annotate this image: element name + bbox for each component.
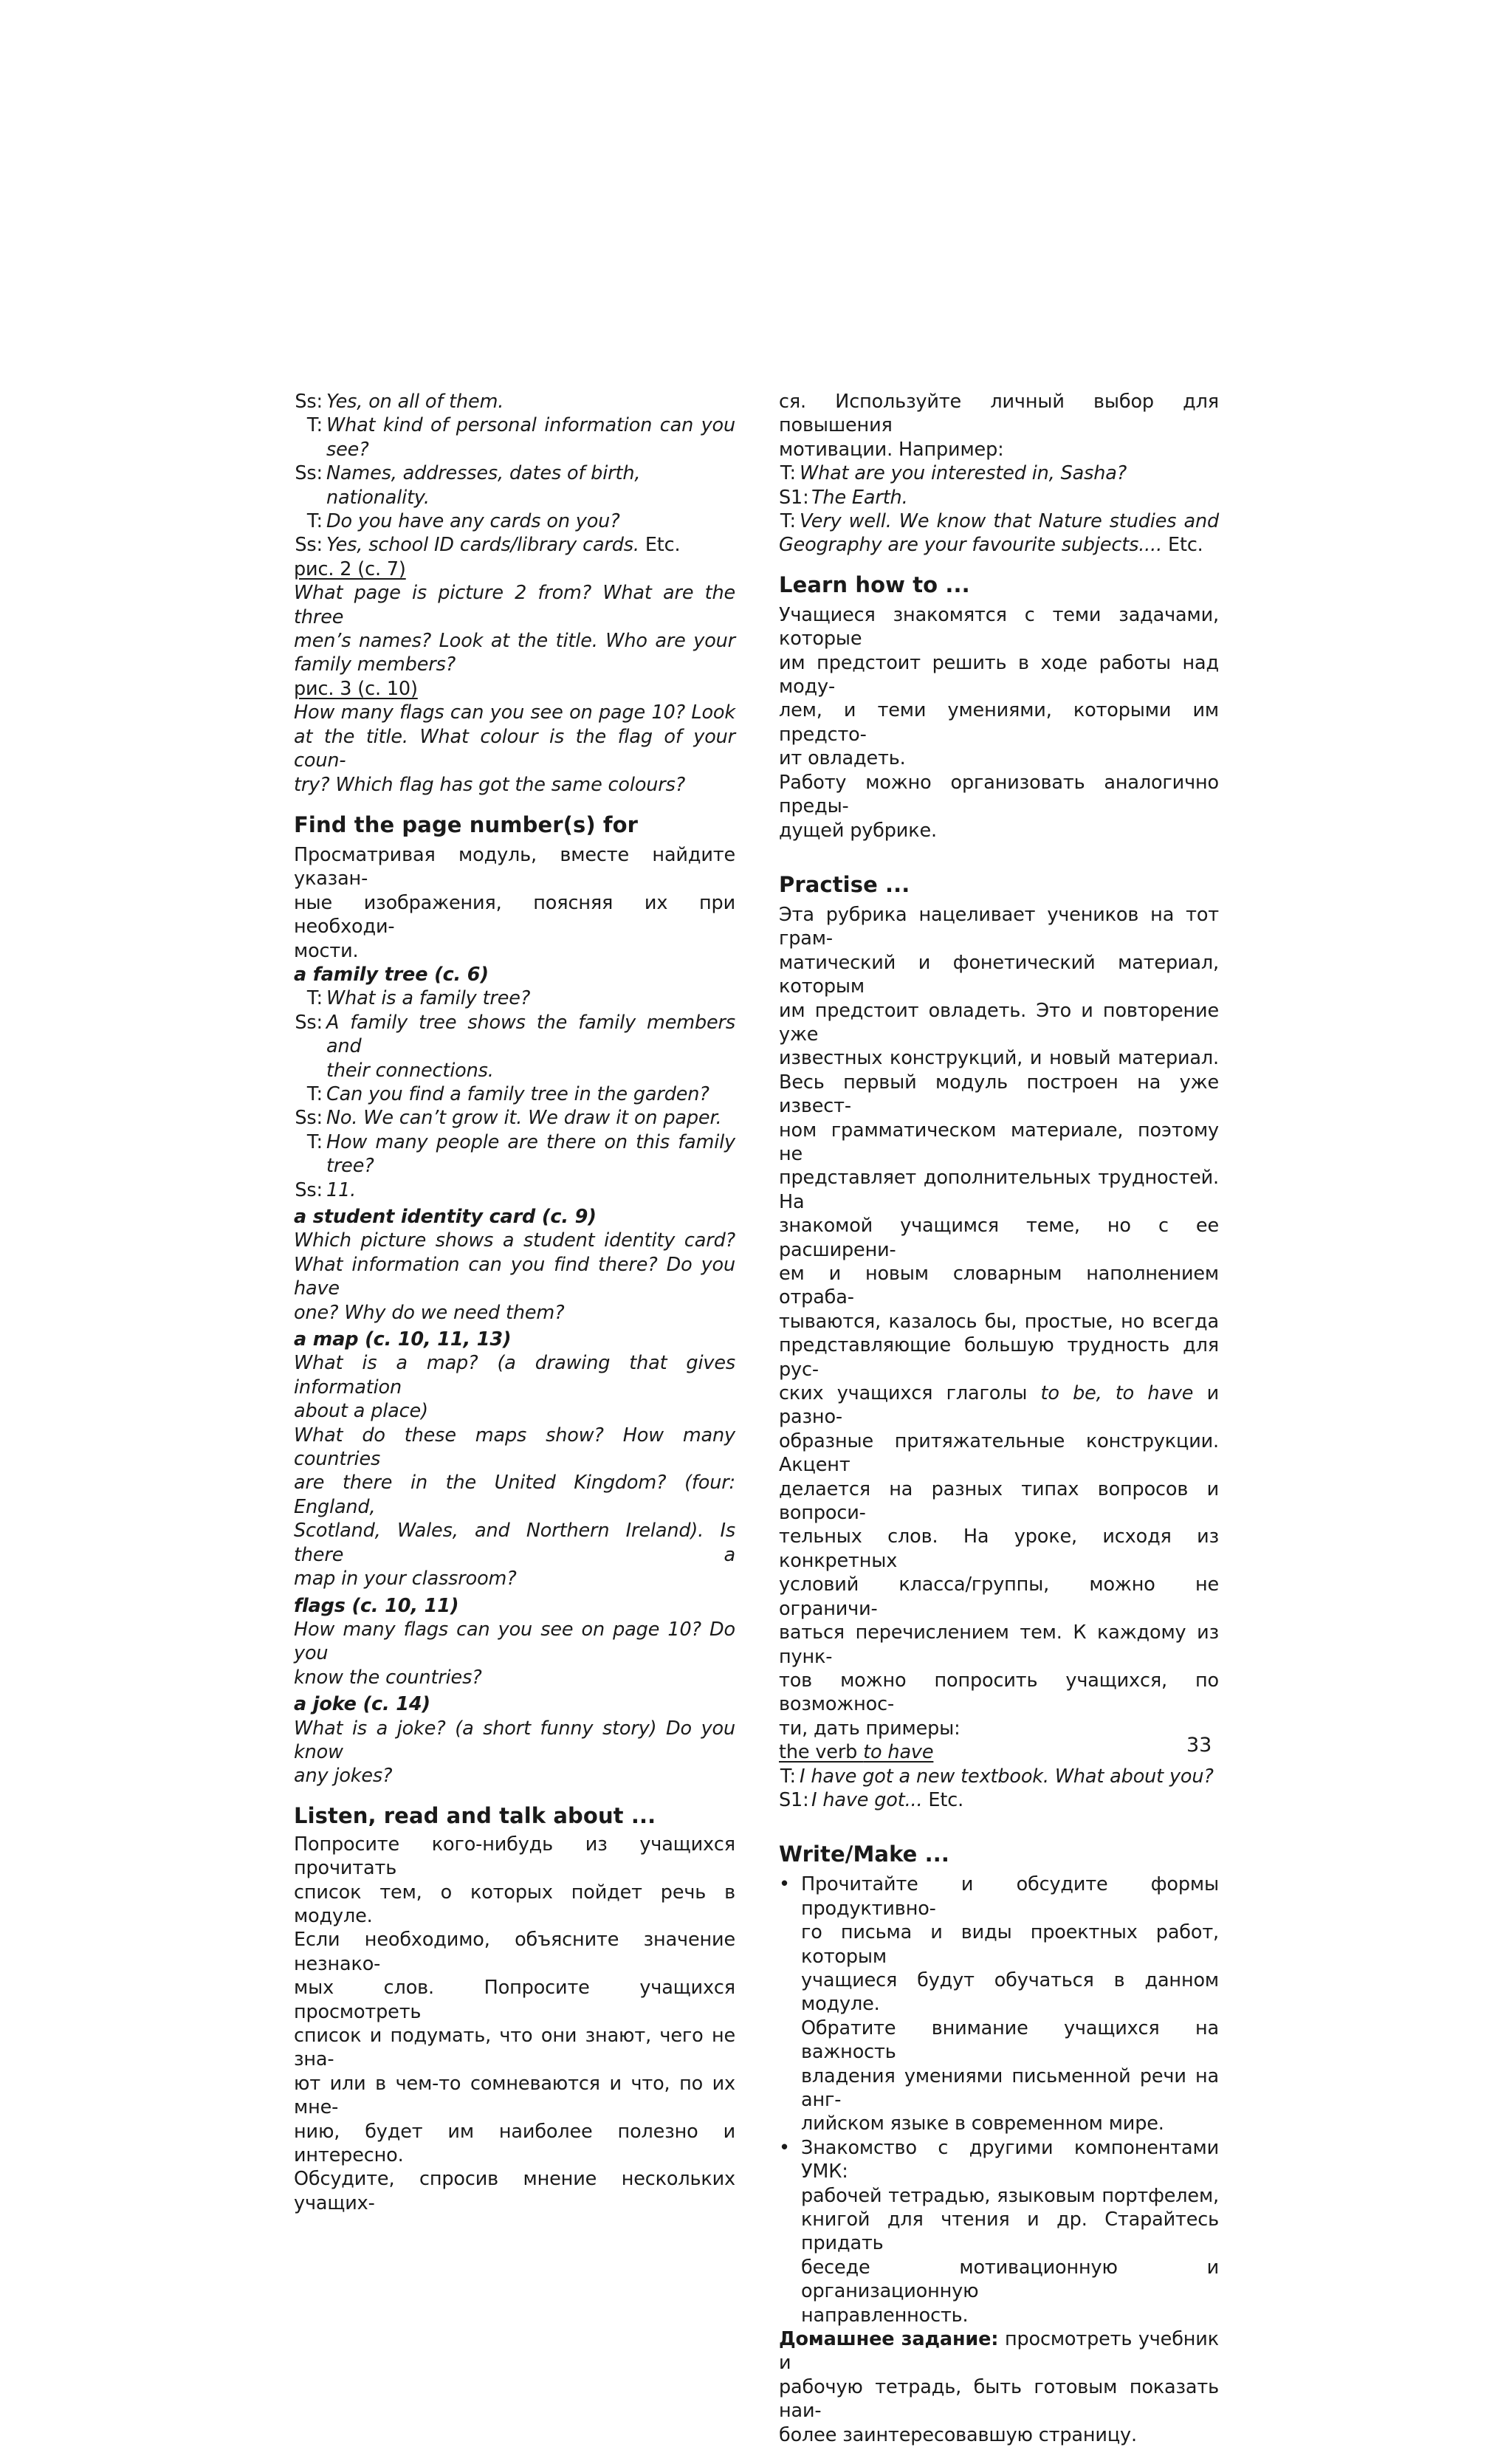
text-line: know the countries? (294, 1666, 482, 1689)
right-column (779, 390, 1219, 2447)
text-line: How many flags can you see on page 10? Look (294, 701, 735, 724)
section-heading: Practise ... (779, 871, 910, 897)
text-line: Просматривая модуль, вместе найдите указан- (294, 843, 735, 890)
example-label: the verb to have (779, 1741, 934, 1764)
subheading: a student identity card (с. 9) (294, 1206, 597, 1228)
text-line: What is a joke? (a short funny story) Do you know (294, 1717, 735, 1763)
dialog-line: T: Very well. We know that Nature studies and (780, 510, 1219, 533)
text-line: известных конструкций, и новый материал. (779, 1047, 1219, 1070)
dialog-line: Ss: A family tree shows the family members and (295, 1011, 735, 1058)
dialog-line: T: Can you find a family tree in the garden? (306, 1082, 709, 1105)
text-line: представляет дополнительных трудностей. На (779, 1167, 1219, 1213)
text-line: about a place) (294, 1400, 428, 1423)
text-line: им предстоит решить в ходе работы над моду- (779, 651, 1219, 699)
text-line: Which picture shows a student identity card? (294, 1229, 735, 1252)
text-line: Обсудите, спросив мнение нескольких учащих- (294, 2168, 735, 2214)
text-line: Если необходимо, объясните значение незнако- (294, 1929, 735, 1975)
dialog-continuation: Geography are your favourite subjects.... Etc. (779, 534, 1203, 557)
text-line: Эта рубрика нацеливает учеников на тот грам- (779, 903, 1219, 950)
text-line: What do these maps show? How many countries (294, 1424, 735, 1471)
dialog-continuation: their connections. (326, 1059, 494, 1082)
text-line: ских учащихся глаголы to be, to have и разно- (779, 1382, 1220, 1429)
list-item: • Прочитайте и обсудите формы продуктивно- го письма и виды проектных работ, которым учащиеся будут обучаться в данном модуле. Обратите внимание учащихся на важность владения умениями письменной речи на анг- лийском языке в современном мире. (779, 1873, 1219, 2135)
text-line: one? Why do we need them? (294, 1301, 565, 1324)
text-line: образные притяжательные конструкции. Акцент (779, 1430, 1219, 1477)
text-line: нию, будет им наиболее полезно и интересно. (294, 2120, 735, 2167)
text-line: How many flags can you see on page 10? Do you (294, 1618, 735, 1665)
subheading: a family tree (с. 6) (294, 963, 489, 986)
text-line: ем и новым словарным наполнением отраба- (779, 1263, 1219, 1309)
dialog-line: T: I have got a new textbook. What about you? (780, 1765, 1214, 1788)
text-line: Работу можно организовать аналогично преды- (779, 771, 1219, 818)
text-line: at the title. What colour is the flag of your coun- (294, 725, 735, 772)
text-line: ся. Используйте личный выбор для повышения (779, 391, 1219, 437)
text-line: men’s names? Look at the title. Who are your (294, 630, 735, 653)
figure-reference: рис. 3 (с. 10) (294, 677, 418, 700)
text-line: список и подумать, что они знают, чего не зна- (294, 2025, 735, 2071)
text-line: им предстоит овладеть. Это и повторение уже (779, 999, 1219, 1046)
bullet-icon: • (779, 2136, 790, 2159)
text-line: What page is picture 2 from? What are the three (294, 582, 735, 628)
homework-line: Домашнее задание: просмотреть учебник и (779, 2328, 1219, 2375)
dialog-line: T: What are you interested in, Sasha? (780, 462, 1127, 485)
text-line: тов можно попросить учащихся, по возможнос- (779, 1669, 1219, 1716)
text-line: дущей рубрике. (779, 819, 937, 842)
text-line: лем, и теми умениями, которыми им предсто- (779, 699, 1219, 746)
subheading: a joke (с. 14) (294, 1693, 430, 1716)
text-line: список тем, о которых пойдет речь в модуле. (294, 1881, 735, 1927)
text-line: мотивации. Например: (779, 438, 1004, 461)
section-heading: Find the page number(s) for (294, 811, 639, 837)
text-line: try? Which flag has got the same colours? (294, 773, 686, 796)
text-line: мости. (294, 939, 359, 962)
text-line: мых слов. Попросите учащихся просмотреть (294, 1977, 735, 2023)
text-line: тельных слов. На уроке, исходя из конкретных (779, 1525, 1219, 1572)
text-line: family members? (294, 653, 456, 676)
text-line: ваться перечислением тем. К каждому из пунк- (779, 1621, 1219, 1668)
dialog-line: Ss: Names, addresses, dates of birth, nationality. (295, 462, 641, 509)
text-line: более заинтересовавшую страницу. (779, 2423, 1137, 2446)
section-heading: Write/Make ... (779, 1842, 949, 1867)
subheading: flags (с. 10, 11) (294, 1594, 459, 1617)
text-line: What information can you find there? Do you have (294, 1253, 735, 1300)
text-line: map in your classroom? (294, 1568, 517, 1590)
bullet-icon: • (779, 1873, 790, 1896)
dialog-line: T: What is a family tree? (306, 987, 531, 1010)
dialog-continuation: tree? (326, 1155, 374, 1178)
dialog-line: T: How many people are there on this family (306, 1130, 735, 1153)
text-line: ном грамматическом материале, поэтому не (779, 1119, 1219, 1165)
subheading: a map (с. 10, 11, 13) (294, 1328, 512, 1351)
section-heading: Learn how to ... (779, 572, 970, 597)
text-line: ит овладеть. (779, 747, 906, 770)
list-item: • Знакомство с другими компонентами УМК: рабочей тетрадью, языковым портфелем, книгой для чтения и др. Старайтесь придать беседе мотивационную и организационную направленность. (779, 2136, 1219, 2327)
dialog-line: S1: The Earth. (779, 486, 908, 509)
figure-reference: рис. 2 (с. 7) (294, 557, 406, 580)
dialog-continuation: see? (326, 438, 369, 461)
text-line: представляющие большую трудность для рус- (779, 1334, 1219, 1381)
dialog-line: Ss: Yes, school ID cards/library cards. Etc. (295, 534, 681, 557)
dialog-line: T: What kind of personal information can you (306, 414, 735, 437)
text-line: знакомой учащимся теме, но с ее расширени- (779, 1215, 1219, 1261)
dialog-line: Ss: Yes, on all of them. (295, 391, 504, 413)
dialog-line: S1: I have got... Etc. (779, 1788, 964, 1811)
text-line: условий класса/группы, можно не ограничи- (779, 1573, 1219, 1620)
text-line: What is a map? (a drawing that gives information (294, 1352, 735, 1398)
text-line: are there in the United Kingdom? (four: England, (294, 1472, 735, 1518)
text-line: ти, дать примеры: (779, 1717, 961, 1740)
dialog-line: Ss: No. We can’t grow it. We draw it on paper. (295, 1107, 722, 1130)
dialog-line: Ss: 11. (295, 1178, 357, 1201)
text-line: рабочую тетрадь, быть готовым показать наи- (779, 2375, 1219, 2423)
dialog-line: T: Do you have any cards on you? (306, 510, 620, 533)
text-line: матический и фонетический материал, которым (779, 951, 1219, 998)
text-line: Учащиеся знакомятся с теми задачами, которые (779, 603, 1219, 651)
left-column (294, 390, 735, 2215)
text-line: any jokes? (294, 1765, 393, 1788)
text-line: Весь первый модуль построен на уже извест- (779, 1071, 1219, 1118)
section-heading: Listen, read and talk about ... (294, 1802, 656, 1828)
page-number: 33 (1186, 1734, 1212, 1757)
text-line: Попросите кого-нибудь из учащихся прочитать (294, 1833, 735, 1880)
text-line: тываются, казалось бы, простые, но всегда (779, 1310, 1219, 1333)
text-line: ные изображения, поясняя их при необходи- (294, 891, 735, 938)
text-line: делается на разных типах вопросов и вопроси- (779, 1478, 1219, 1525)
text-line: ют или в чем-то сомневаются и что, по их мне- (294, 2072, 735, 2119)
text-line: Scotland, Wales, and Northern Ireland). Is there a (294, 1520, 735, 1566)
